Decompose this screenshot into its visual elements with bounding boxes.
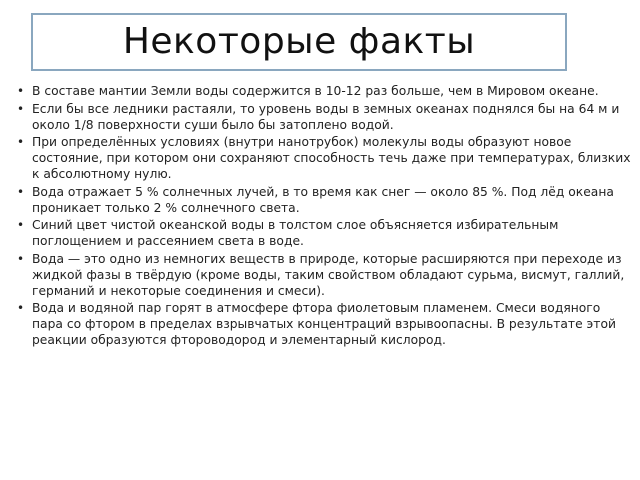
bullet-icon: • bbox=[17, 251, 25, 266]
facts-list bbox=[15, 84, 631, 351]
bullet-icon: • bbox=[17, 184, 25, 199]
page-title: Некоторые факты bbox=[122, 21, 476, 62]
title-box bbox=[31, 13, 567, 71]
bullet-icon: • bbox=[17, 218, 25, 233]
fact-text: Вода — это одно из немногих веществ в природе, которые расширяются при переходе из жидкой фазы в твёрдую (кроме воды, таким свойством обладают сурьма, висмут, галлий, германий и некоторые соединения и смеси). bbox=[32, 251, 625, 298]
fact-text: Синий цвет чистой океанской воды в толстом слое объясняется избирательным поглощением и рассеянием света в воде. bbox=[32, 218, 559, 249]
fact-text: Вода отражает 5 % солнечных лучей, в то время как снег — около 85 %. Под лёд океана проникает только 2 % солнечного света. bbox=[32, 184, 614, 215]
list-item bbox=[15, 218, 631, 250]
fact-text: Вода и водяной пар горят в атмосфере фтора фиолетовым пламенем. Смеси водяного пара со фтором в пределах взрывчатых концентраций взрывоопасны. В результате этой реакции образуются фтороводород и элементарный кислород. bbox=[32, 301, 616, 347]
fact-text: В составе мантии Земли воды содержится в 10-12 раз больше, чем в Мировом океане. bbox=[32, 84, 599, 98]
bullet-icon: • bbox=[17, 101, 25, 116]
list-item bbox=[15, 185, 631, 217]
bullet-icon: • bbox=[17, 301, 25, 316]
list-item bbox=[15, 301, 631, 348]
fact-text: Если бы все ледники растаяли, то уровень воды в земных океанах поднялся бы на 64 м и около 1/8 поверхности суши было бы затоплено водой. bbox=[32, 101, 620, 132]
bullet-icon: • bbox=[17, 84, 25, 98]
list-item bbox=[15, 84, 631, 100]
bullet-icon: • bbox=[17, 135, 25, 150]
list-item bbox=[15, 102, 631, 134]
fact-text: При определённых условиях (внутри нанотрубок) молекулы воды образуют новое состояние, при котором они сохраняют способность течь даже при температурах, близких к абсолютному нулю. bbox=[32, 135, 631, 181]
list-item bbox=[15, 252, 631, 299]
list-item bbox=[15, 135, 631, 182]
